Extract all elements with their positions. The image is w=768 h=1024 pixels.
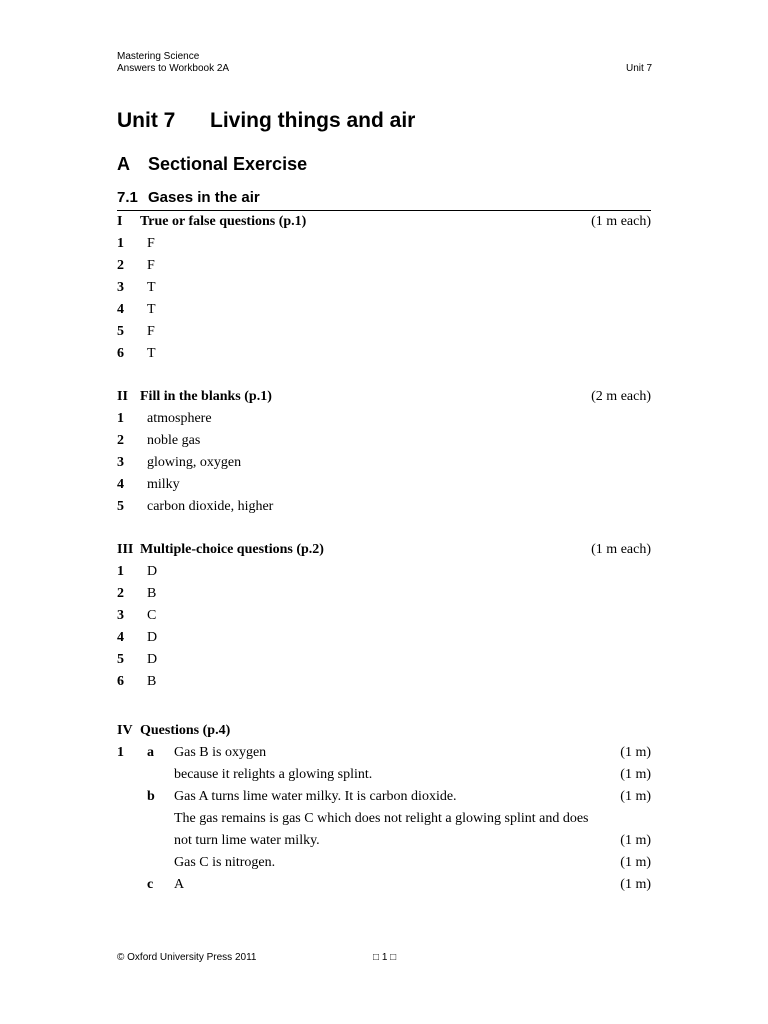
list-item: 5 F (117, 324, 155, 339)
unit-title (117, 109, 415, 133)
subpart-label: b (147, 789, 155, 804)
list-item: 1 atmosphere (117, 411, 212, 426)
part1-marks: (1 m each) (591, 214, 651, 229)
subpart-label: c (147, 877, 154, 892)
answer-line: because it relights a glowing splint. (1 m) (174, 767, 651, 782)
list-item: 3 T (117, 280, 156, 295)
list-item: 4 milky (117, 477, 180, 492)
list-item: 4 T (117, 302, 156, 317)
list-item: 1 F (117, 236, 155, 251)
subpart-label: a (147, 745, 154, 760)
header-answers-title: Answers to Workbook 2A (117, 63, 230, 74)
part2-title: Fill in the blanks (p.1) (140, 389, 272, 404)
list-item: 1 D (117, 564, 158, 579)
part4-roman: IV (117, 723, 133, 738)
answer-line: not turn lime water milky. (1 m) (174, 833, 651, 848)
section-title (117, 154, 307, 175)
list-item: 6 T (117, 346, 156, 361)
list-item: 3 glowing, oxygen (117, 455, 242, 470)
part2-heading (117, 386, 651, 408)
list-item: 5 carbon dioxide, higher (117, 499, 274, 514)
list-item: 5 D (117, 652, 158, 667)
part3-heading (117, 539, 651, 561)
subsection-title (117, 189, 260, 206)
header-unit-label: Unit 7 (626, 63, 653, 74)
question-number: 1 (117, 745, 124, 760)
part4-title: Questions (p.4) (140, 723, 231, 738)
part1-heading (117, 211, 651, 233)
answer-line: Gas C is nitrogen. (1 m) (174, 855, 651, 870)
answer-line: The gas remains is gas C which does not relight a glowing splint and does (174, 811, 589, 826)
part3-roman: III (117, 542, 134, 557)
part3-title: Multiple-choice questions (p.2) (140, 542, 324, 557)
part3-marks: (1 m each) (591, 542, 651, 557)
subsection-name: Gases in the air (148, 189, 260, 206)
answer-line: 1 a Gas B is oxygen (1 m) (117, 742, 651, 764)
unit-name: Living things and air (210, 109, 416, 132)
answer-line: c A (1 m) (117, 874, 651, 896)
section-name: Sectional Exercise (148, 154, 308, 174)
list-item: 2 noble gas (117, 433, 201, 448)
list-item: 3 C (117, 608, 157, 623)
answer-line: b Gas A turns lime water milky. It is carbon dioxide. (1 m) (117, 786, 651, 808)
footer-copyright: © Oxford University Press 2011 (117, 952, 257, 963)
list-item: 6 B (117, 674, 157, 689)
part1-roman: I (117, 214, 123, 229)
unit-number: Unit 7 (117, 109, 176, 132)
header-book-title: Mastering Science (117, 51, 200, 62)
footer-page-number: □ 1 □ (373, 952, 397, 963)
list-item: 2 B (117, 586, 157, 601)
list-item: 2 F (117, 258, 155, 273)
list-item: 4 D (117, 630, 158, 645)
part2-marks: (2 m each) (591, 389, 651, 404)
section-letter: A (117, 154, 130, 174)
subsection-number: 7.1 (117, 189, 138, 206)
part4-heading (117, 720, 651, 742)
part1-title: True or false questions (p.1) (140, 214, 307, 229)
part2-roman: II (117, 389, 128, 404)
